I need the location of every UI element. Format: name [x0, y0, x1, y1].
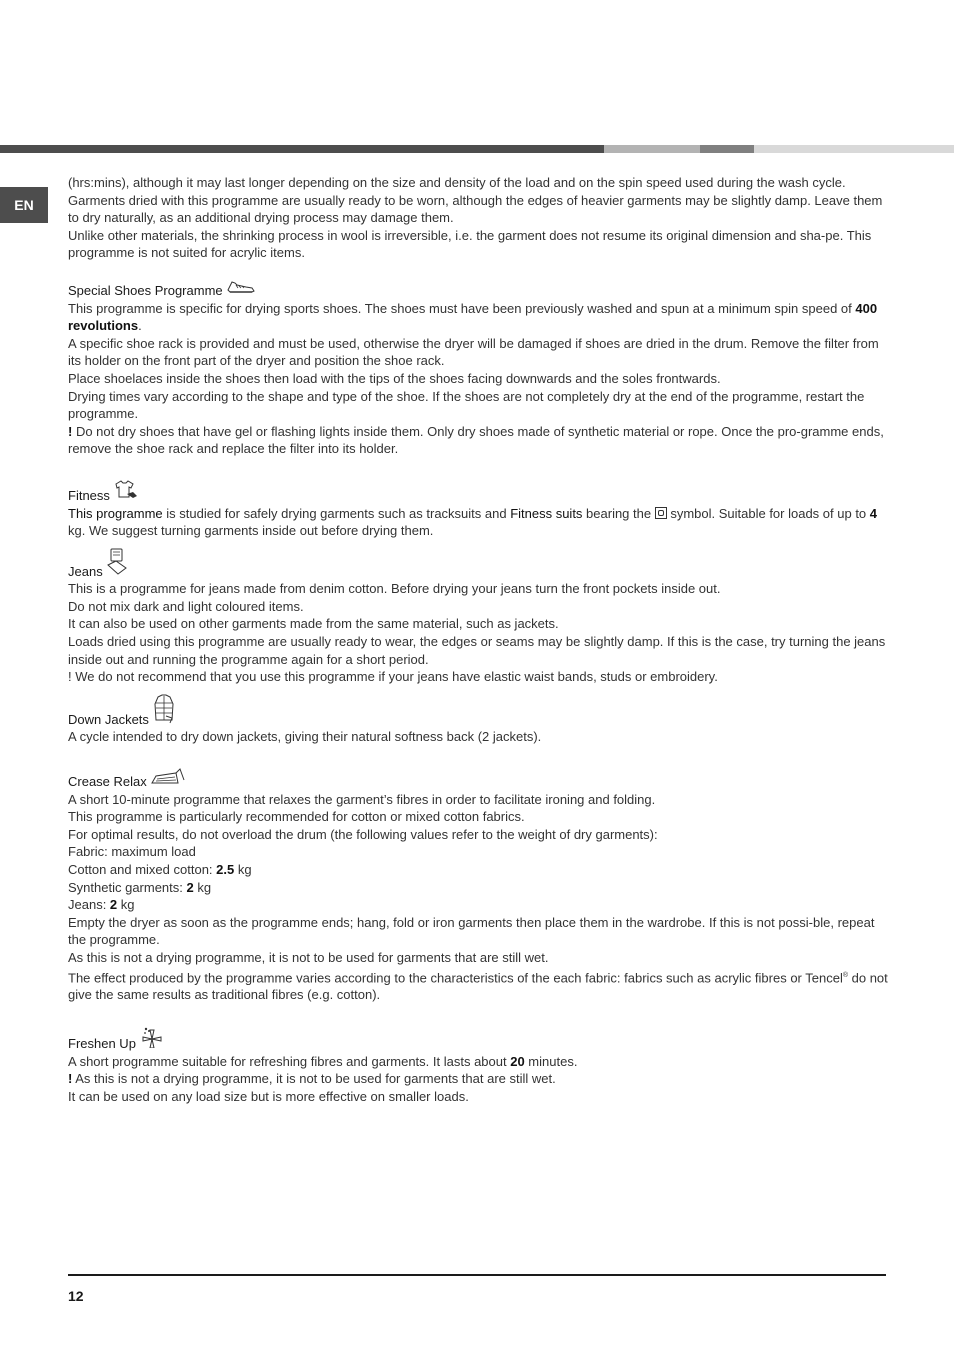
- fitness-paragraph: This programme is studied for safely drying garments such as tracksuits and Fitness suits bearing the symbol. Suitable for loads of up to 4 kg. We suggest turning garments inside out before drying them.: [68, 505, 878, 539]
- fabric-care-symbol-icon: [655, 507, 667, 519]
- shoes-paragraph-2: A specific shoe rack is provided and must be used, otherwise the dryer will be damaged if shoes are dried in the drum. Remove the filter from its holder on the front part of the dryer and position the shoe rack.: [68, 335, 879, 369]
- shoe-icon: [226, 279, 256, 300]
- freshen-warning: ! As this is not a drying programme, it is not to be used for garments that are still wet.: [68, 1071, 556, 1087]
- crease-paragraph-1: A short 10-minute programme that relaxes the garment’s fibres in order to facilitate ironing and folding.: [68, 791, 656, 807]
- crease-paragraph-8: Empty the dryer as soon as the programme ends; hang, fold or iron garments then place them in the wardrobe. If this is not possi-ble, repeat the programme.: [68, 914, 875, 948]
- jeans-section-title: [68, 548, 888, 581]
- top-bar-segment-dark: [0, 145, 604, 153]
- freshen-title-text: Freshen Up: [68, 1036, 136, 1052]
- jeans-paragraph-3: It can also be used on other garments made from the same material, such as jackets.: [68, 616, 559, 632]
- jeans-title-text: Jeans: [68, 563, 103, 579]
- page-number: 12: [68, 1288, 84, 1304]
- fitness-tshirt-icon: [113, 480, 139, 505]
- down-jacket-icon: [152, 694, 176, 729]
- crease-paragraph-2: This programme is particularly recommended for cotton or mixed cotton fabrics.: [68, 809, 525, 825]
- crease-paragraph-3: For optimal results, do not overload the drum (the following values refer to the weight of dry garments):: [68, 826, 658, 842]
- language-tab: EN: [0, 187, 48, 223]
- top-bar-segment-light: [604, 145, 700, 153]
- down-section-title: [68, 694, 888, 729]
- jeans-paragraph-5: ! We do not recommend that you use this programme if your jeans have elastic waist bands, studs or embroidery.: [68, 669, 718, 685]
- document-body: [68, 174, 888, 1105]
- down-paragraph: A cycle intended to dry down jackets, giving their natural softness back (2 jackets).: [68, 729, 542, 745]
- shoes-paragraph-4: Drying times vary according to the shape and type of the shoe. If the shoes are not completely dry at the end of the programme, restart the programme.: [68, 388, 865, 422]
- fitness-title-text: Fitness: [68, 487, 110, 503]
- freshen-paragraph-3: It can be used on any load size but is more effective on smaller loads.: [68, 1088, 469, 1104]
- freshen-fan-icon: [139, 1026, 165, 1053]
- jeans-paragraph-4: Loads dried using this programme are usually ready to wear, the edges or seams may be slightly damp. If this is the case, try turning the jeans inside out and running the programme again for a short period.: [68, 634, 886, 667]
- crease-paragraph-9: As this is not a drying programme, it is not to be used for garments that are still wet.: [68, 949, 549, 965]
- top-bar-segment-mid: [700, 145, 754, 153]
- iron-icon: [150, 768, 186, 791]
- shoes-title-text: Special Shoes Programme: [68, 282, 223, 298]
- crease-title-text: Crease Relax: [68, 774, 147, 790]
- crease-paragraph-10: The effect produced by the programme varies according to the characteristics of the each fabric: fabrics such as acrylic fibres or Tencel® do not give the same results as traditional fibres (e.g. cotton).: [68, 969, 888, 1003]
- shoes-paragraph-3: Place shoelaces inside the shoes then load with the tips of the shoes facing downwards and the soles frontwards.: [68, 370, 721, 386]
- shoes-warning: ! Do not dry shoes that have gel or flashing lights inside them. Only dry shoes made of synthetic material or rope. Once the pro-gramme ends, remove the shoe rack and replace the filter into its holder.: [68, 423, 884, 457]
- top-color-bar: [0, 145, 954, 153]
- jeans-icon: [106, 548, 128, 581]
- freshen-section-title: [68, 1026, 888, 1053]
- down-title-text: Down Jackets: [68, 711, 149, 727]
- jeans-paragraph-1: This is a programme for jeans made from denim cotton. Before drying your jeans turn the front pockets inside out.: [68, 581, 721, 597]
- freshen-paragraph-1: A short programme suitable for refreshing fibres and garments. It lasts about 20 minutes.: [68, 1053, 578, 1069]
- crease-cotton-load: Cotton and mixed cotton: 2.5 kg: [68, 862, 252, 877]
- crease-paragraph-4: Fabric: maximum load: [68, 844, 196, 860]
- shoes-section-title: [68, 279, 888, 300]
- top-bar-segment-pale: [754, 145, 954, 153]
- shoes-paragraph-1: This programme is specific for drying sports shoes. The shoes must have been previously washed and spun at a minimum spin speed of 400 revolutions.: [68, 300, 878, 334]
- intro-paragraph-2: Unlike other materials, the shrinking process in wool is irreversible, i.e. the garment does not resume its original dimension and sha-pe. This programme is not suited for acrylic items.: [68, 227, 872, 261]
- footer-rule: [68, 1274, 886, 1276]
- crease-section-title: [68, 768, 888, 791]
- intro-paragraph-1: (hrs:mins), although it may last longer depending on the size and density of the load and on the spin speed used during the wash cycle. Garments dried with this programme are usually ready to be worn, although the edges of heavier garments may be slightly damp. Leave them to dry naturally, as an additional drying process may damage them.: [68, 175, 883, 226]
- fitness-section-title: [68, 480, 888, 505]
- jeans-paragraph-2: Do not mix dark and light coloured items.: [68, 598, 304, 614]
- crease-synthetic-load: Synthetic garments: 2 kg: [68, 879, 212, 895]
- crease-jeans-load: Jeans: 2 kg: [68, 897, 135, 913]
- warning-mark: !: [68, 1071, 73, 1087]
- warning-mark: !: [68, 423, 73, 439]
